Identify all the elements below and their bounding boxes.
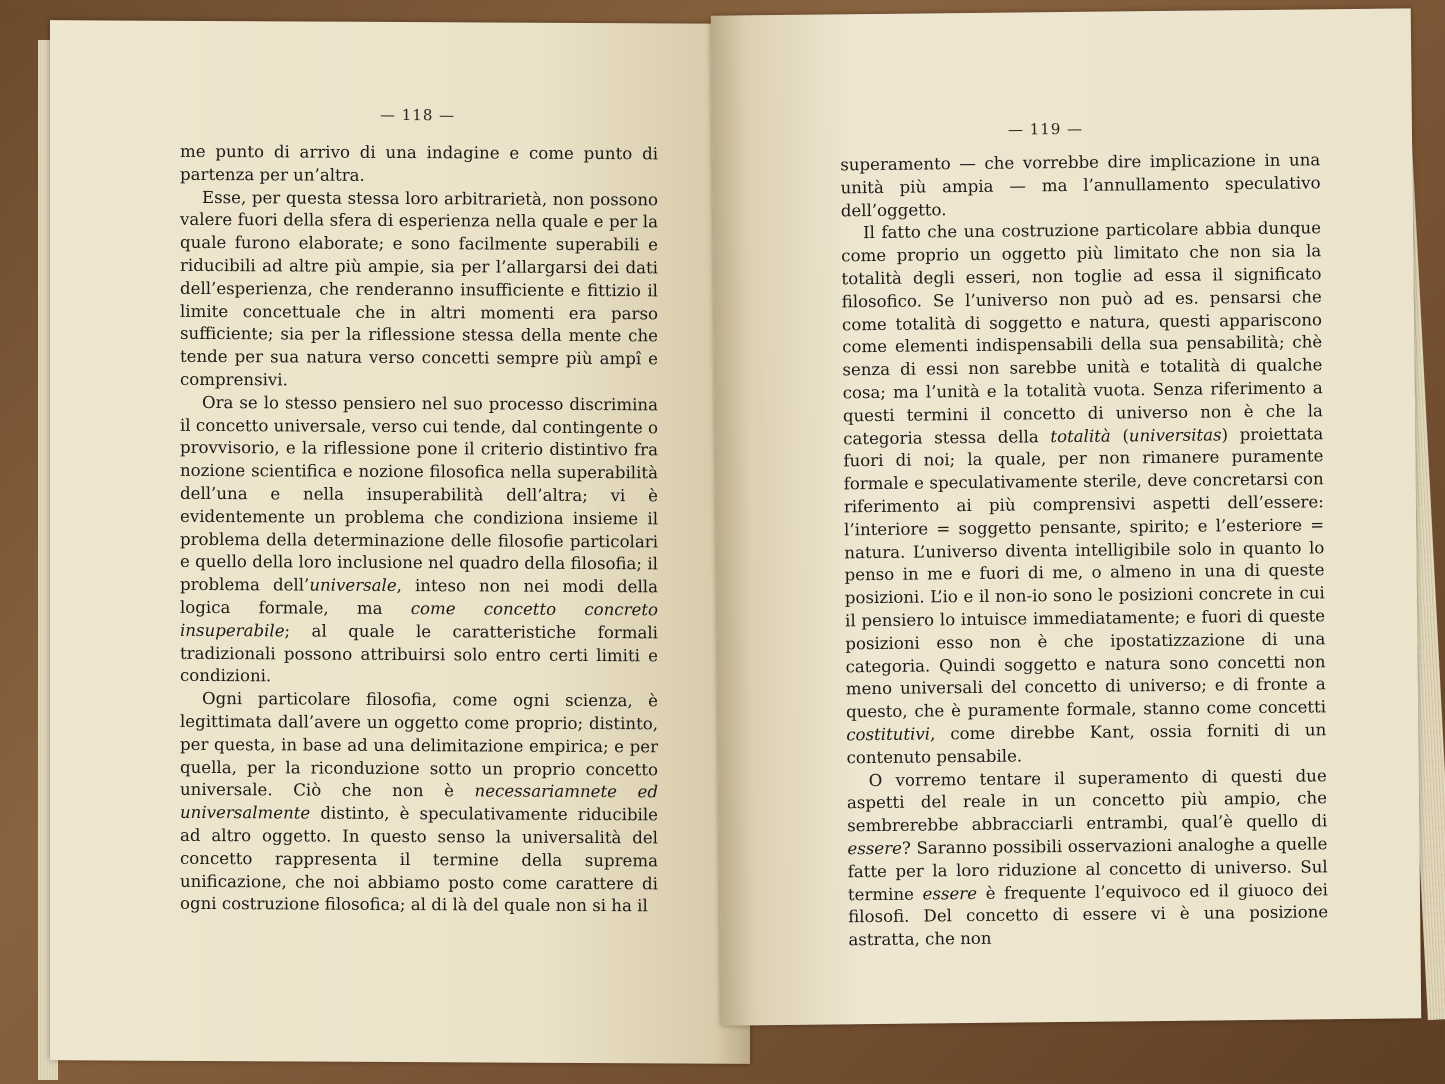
text-run: Ogni particolare filosofia, come ogni scienza, è legittimata dall’avere un oggetto come proprio; distinto, per questa, in base ad una delimitazione empirica; e per quella, per la riconduzione sotto un proprio concetto universale. Ciò che non è [180,689,658,801]
right-page [711,8,1422,1025]
italic-text: essere [922,883,978,904]
open-book [30,10,1440,1084]
italic-text: totalità [1050,426,1111,446]
paragraph [180,141,658,189]
italic-text: costitutivi [846,724,931,745]
text-run: , come direbbe Kant, ossia forniti di un contenuto pensabile. [846,720,1327,768]
text-run: me punto di arrivo di una indagine e come punto di partenza per un’altra. [180,141,658,185]
text-run: ) proiettata fuori di noi; la quale, per non rimanere puramente formale e speculativamente sterile, deve concretarsi con riferimento ai più comprensivi aspetti dell’essere: l’interiore = soggetto pensante, spirito; e l’esteriore = natura. L’universo diventa intelligibile solo in quanto lo penso in me e fuori di me, o almeno in una di queste posizioni. L’io e il non-io sono le posizioni concrete in cui il pensiero lo intuisce immediatamente; e fuori di queste posizioni esso non è che ipostatizzazione di una categoria. Quindi soggetto e natura sono concetti non meno universali del concetto di universo; e di fronte a questo, che è puramente formale, stanno come concetti [843,423,1327,722]
text-run: Esse, per questa stessa loro arbitrarietà, non possono valere fuori della sfera di esperienza nella quale e per la quale furono elaborate; e sono facilmente superabili e riducibili ad altre più ampie, sia per l’allargarsi dei dati dell’esperienza, che renderanno insufficiente e fittizio il limite concettuale che in altri momenti era parso sufficiente; sia per la riflessione stessa della mente che tende per sua natura verso concetti sempre più ampî e comprensivi. [180,187,658,390]
text-run: distinto, è speculativamente riducibile ad altro oggetto. In questo senso la universalità del concetto rappresenta il termine della suprema unificazione, che noi abbiamo posto come carattere di ogni costruzione filosofica; al di là del quale non si ha il [180,803,658,916]
text-run: superamento — che vorrebbe dire implicazione in una unità più ampia — ma l’annullamento speculativo dell’oggetto. [840,150,1321,220]
text-run: Ora se lo stesso pensiero nel suo processo discrimina il concetto universale, verso cui tende, dal contingente o provvisorio, e la riflessione pone il criterio distintivo fra nozione scientifica e nozione filosofica nella superabilità dell’una e nella insuperabilità dell’altra; vi è evidentemente un problema che condiziona insieme il problema della determinazione delle filosofie particolari e quello della loro inclusione nel quadro della filosofia; il problema dell’ [180,392,658,595]
text-run: ; al quale le caratteristiche formali tradizionali possono attribuirsi solo entro certi limiti e condizioni. [180,621,658,686]
text-run: ? Saranno possibili osservazioni analoghe a quelle fatte per la loro riduzione al concetto di universo. Sul termine [847,834,1328,904]
paragraph [847,765,1329,952]
left-page [50,20,750,1064]
right-page-text [840,149,1328,952]
italic-text: necessariamnete ed universalmente [180,781,658,823]
paragraph [840,149,1321,222]
page-number-right: — 119 — [1007,119,1084,139]
italic-text: essere [847,838,902,859]
paragraph [180,688,658,918]
text-run: O vorremo tentare il superamento di questi due aspetti del reale in un concetto più ampio, che sembrerebbe abbracciarli entrambi, qual’è quello di [846,765,1328,836]
left-page-text [180,141,658,919]
text-run: ( [1110,425,1129,446]
italic-text: universitas [1128,424,1222,445]
italic-text: universale [309,575,397,596]
paragraph [841,218,1327,770]
italic-text: come concetto concreto insuperabile [180,598,658,641]
text-run: Il fatto che una costruzione particolare abbia dunque come proprio un oggetto più limitato che non sia la totalità degli esseri, non toglie ad essa il significato filosofico. Se l’universo non può ad es. pensarsi che come totalità di soggetto e natura, questi appariscono come elementi indispensabili della sua pensabilità; chè senza di essi non sarebbe unità e totalità di qualche cosa; ma l’unità e la totalità vuota. Senza riferimento a questi termini il concetto di universo non è che la categoria stessa della [841,218,1323,448]
page-number-left: — 118 — [380,105,456,125]
text-run: è frequente l’equivoco ed il giuoco dei filosofi. Del concetto di essere vi è una posizione astratta, che non [848,879,1329,950]
text-run: , inteso non nei modi della logica formale, ma [180,576,658,618]
paragraph [180,392,658,691]
paragraph [180,186,658,394]
